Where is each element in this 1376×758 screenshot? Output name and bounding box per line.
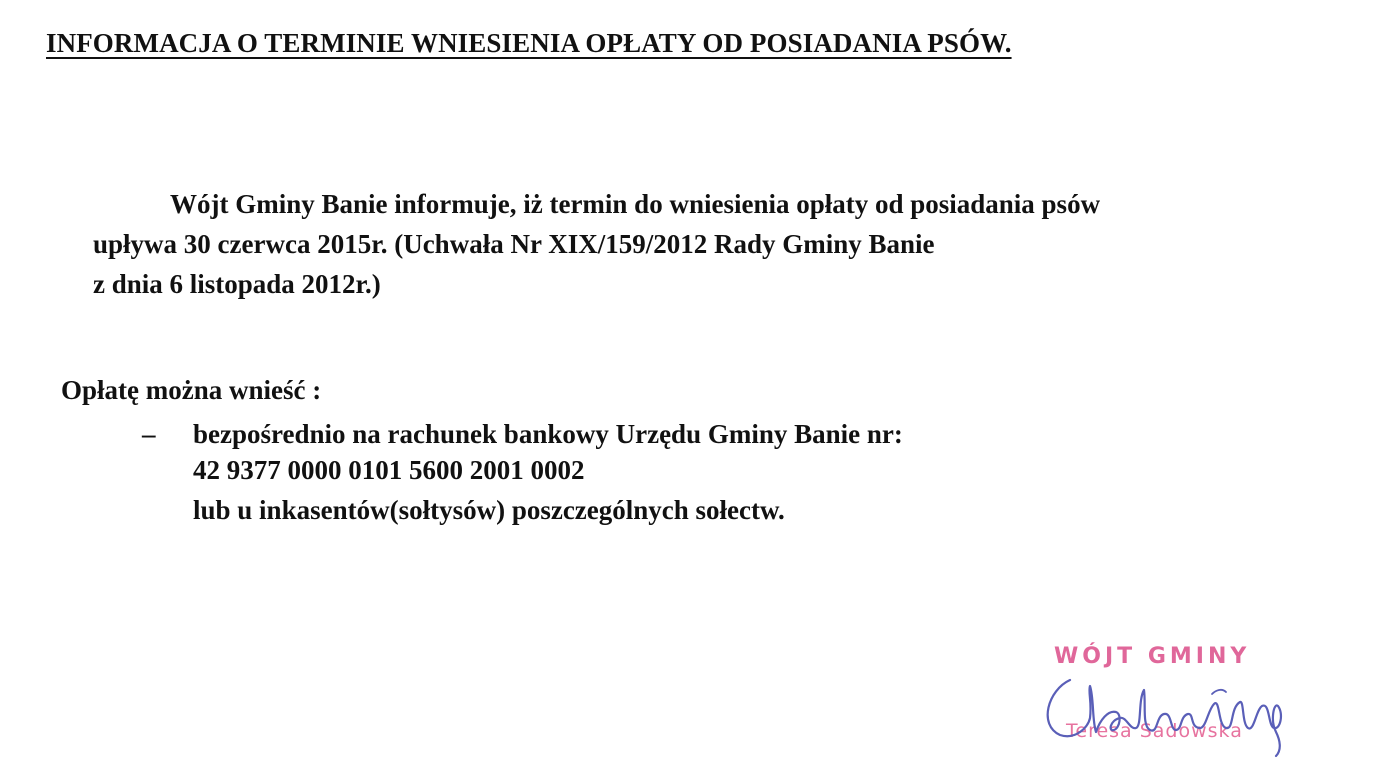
payment-line-1: bezpośrednio na rachunek bankowy Urzędu Gminy Banie nr: — [193, 419, 903, 449]
paragraph-line-2: upływa 30 czerwca 2015r. (Uchwała Nr XIX/159/2012 Rady Gminy Banie — [93, 229, 935, 259]
paragraph-line-1: Wójt Gminy Banie informuje, iż termin do wniesienia opłaty od posiadania psów — [170, 189, 1101, 219]
official-stamp — [1030, 640, 1310, 758]
document-title: INFORMACJA O TERMINIE WNIESIENIA OPŁATY OD POSIADANIA PSÓW. — [46, 28, 1012, 58]
bank-account-number: 42 9377 0000 0101 5600 2001 0002 — [193, 455, 585, 485]
stamp-name: Teresa Sadowska — [1066, 720, 1243, 742]
payment-heading: Opłatę można wnieść : — [61, 375, 322, 405]
paragraph-line-3: z dnia 6 listopada 2012r.) — [93, 269, 381, 299]
bullet-dash: – — [142, 419, 156, 449]
stamp-title: WÓJT GMINY — [1054, 644, 1251, 669]
handwritten-signature — [1030, 640, 1310, 758]
payment-line-3: lub u inkasentów(sołtysów) poszczególnych sołectw. — [193, 495, 785, 525]
